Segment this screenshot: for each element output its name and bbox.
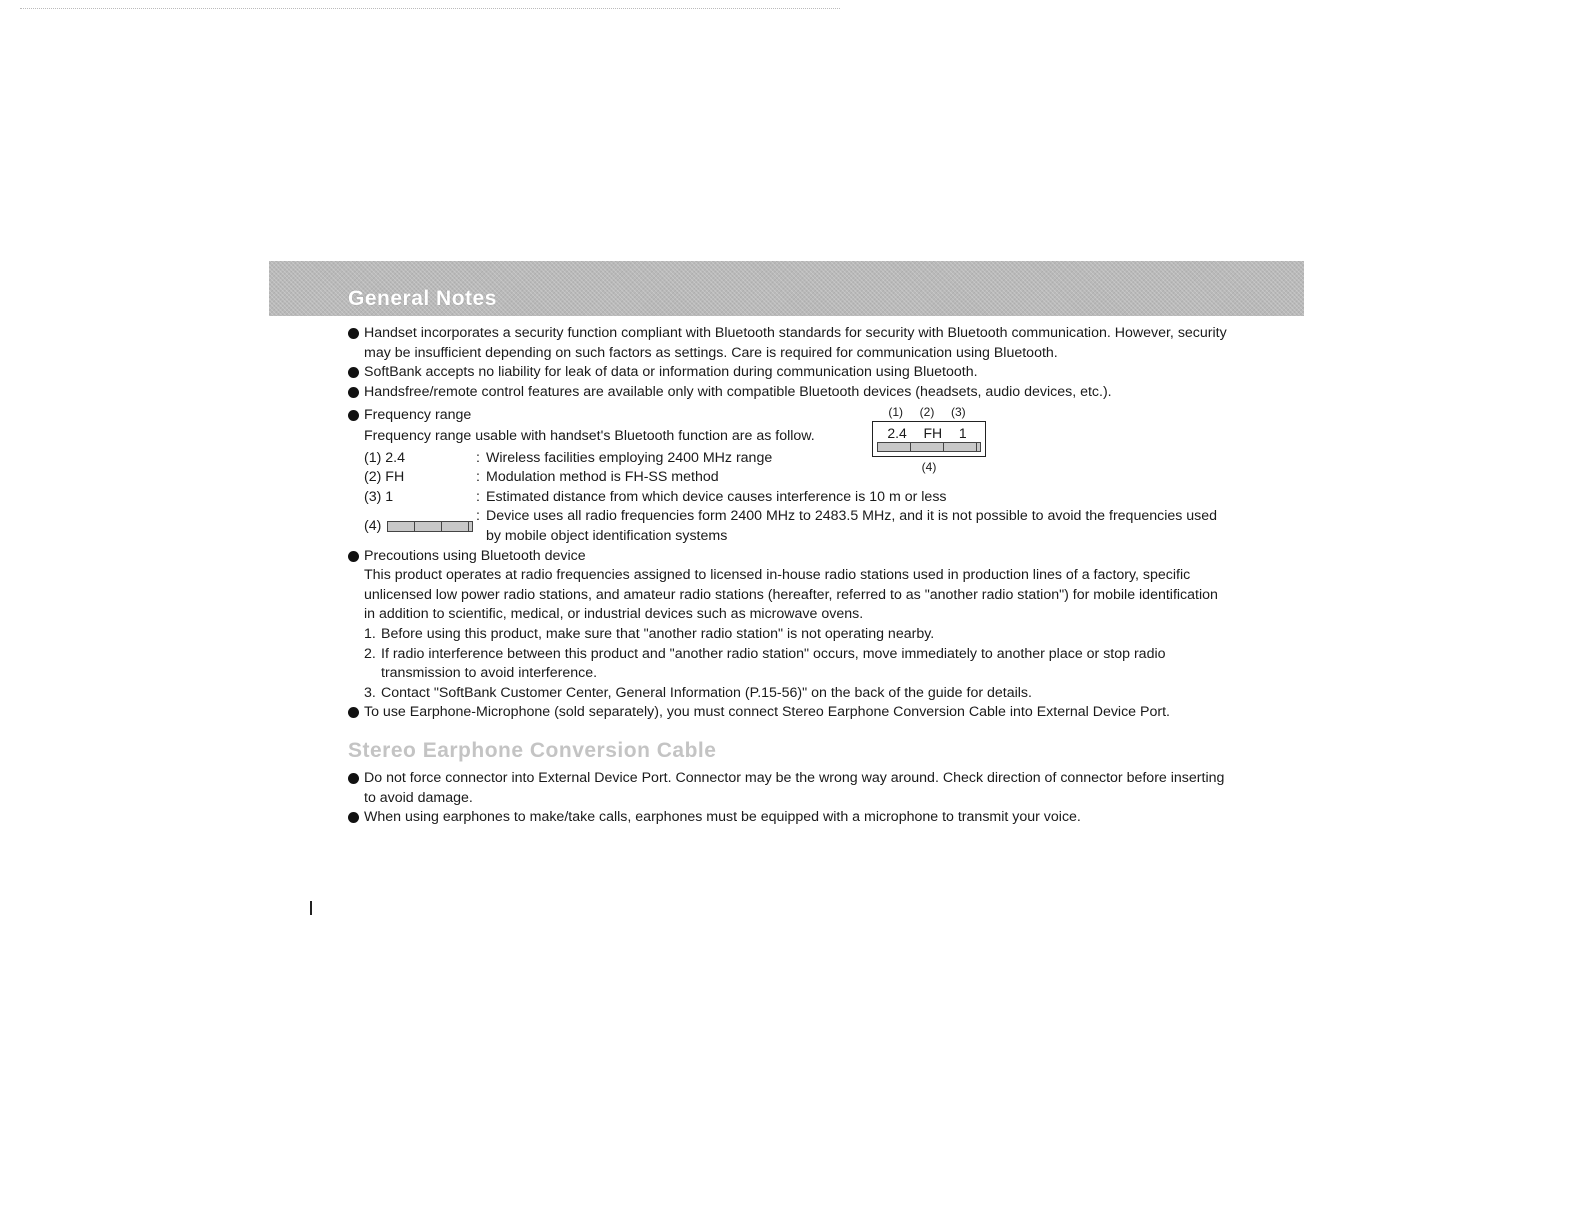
step-text: If radio interference between this product and "another radio station" occurs, move immediately to another place or stop radio transmission to avoid interference. [381,645,1166,682]
step-number: 1. [364,625,376,642]
note-item: To use Earphone-Microphone (sold separately), you must connect Stereo Earphone Conversion Cable into External Device Port. [348,703,1228,723]
definition-separator: : [476,469,480,486]
step-number: 3. [364,684,376,701]
definition-term: (4) [364,518,382,535]
definition-desc: Wireless facilities employing 2400 MHz range [486,449,773,466]
diagram-value-row [873,422,985,441]
diagram-index: (3) [950,405,966,419]
note-item: When using earphones to make/take calls, earphones must be equipped with a microphone to transmit your voice. [348,808,1228,828]
definition-term: (2) FH [364,469,405,486]
diagram-index: (2) [919,405,935,419]
definition-term: (3) 1 [364,488,394,505]
diagram-bar-label: (4) [921,460,937,474]
definition-term: (1) 2.4 [364,449,406,466]
definition-desc: Modulation method is FH-SS method [486,469,719,486]
diagram-frequency-bar [877,442,981,452]
definition-row [348,488,1228,508]
section-title-stereo-cable: Stereo Earphone Conversion Cable [348,739,717,762]
scan-artifact-line [20,8,840,9]
precaution-step [348,645,1228,684]
stereo-cable-content [348,769,1228,828]
note-item: Do not force connector into External Device Port. Connector may be the wrong way around. Check direction of connector before inserting to avoid damage. [348,769,1228,808]
definition-row [348,468,1228,488]
definition-term-wrap [364,507,476,546]
precaution-step [348,684,1228,704]
diagram-value: 1 [958,425,967,441]
note-item: SoftBank accepts no liability for leak of data or information during communication using Bluetooth. [348,363,1228,383]
step-text: Contact "SoftBank Customer Center, General Information (P.15-56)" on the back of the guide for details. [381,684,1032,701]
diagram-value: 2.4 [887,425,907,441]
step-text: Before using this product, make sure that "another radio station" is not operating nearby. [381,625,935,642]
definition-separator: : [476,449,480,466]
step-number: 2. [364,645,376,662]
precautions-text: This product operates at radio frequencies assigned to licensed in-house radio stations used in production lines of a factory, specific unlicensed low power radio stations, and amateur radio stations (hereafter, referred to as "another radio station") for mobile identification in addition to scientific, medical, or industrial devices such as microwave ovens. [364,567,1218,623]
frequency-range-intro: Frequency range usable with handset's Bluetooth function are as follow. [364,427,815,444]
definition-separator: : [476,508,480,525]
note-item: Handset incorporates a security function compliant with Bluetooth standards for security with Bluetooth communication. However, security may be insufficient depending on such factors as settings. Care is required for communication using Bluetooth. [348,324,1228,363]
diagram-value: FH [923,425,943,441]
page-edge-mark [310,901,312,915]
definition-row [348,449,1228,469]
definition-desc: Device uses all radio frequencies form 2400 MHz to 2483.5 MHz, and it is not possible to avoid the frequencies used by mobile object identification systems [486,508,1218,544]
general-notes-content [348,324,1228,723]
frequency-range-heading: Frequency range [348,406,1228,426]
definition-desc: Estimated distance from which device causes interference is 10 m or less [486,488,947,505]
frequency-label-diagram [872,405,986,474]
note-item: Handsfree/remote control features are available only with compatible Bluetooth devices (headsets, audio devices, etc.). [348,383,1228,403]
definition-separator: : [476,488,480,505]
diagram-label-box [872,421,986,457]
frequency-bar-icon [387,521,473,532]
precautions-heading: Precoutions using Bluetooth device [348,547,1228,567]
section-title-general-notes: General Notes [348,287,497,310]
precaution-step [348,625,1228,645]
diagram-index: (1) [888,405,903,419]
definition-row [348,507,1228,546]
diagram-index-row [872,405,986,421]
